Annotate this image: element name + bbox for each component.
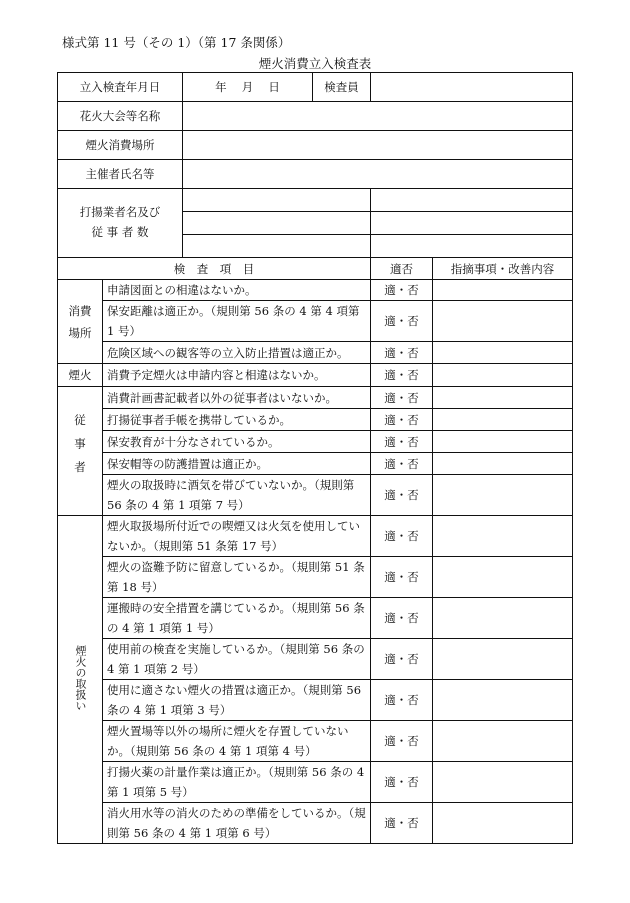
inspection-item: 保安帽等の防護措置は適正か。 bbox=[103, 453, 371, 475]
inspector-label: 検査員 bbox=[313, 73, 371, 102]
item-column-header: 検 査 項 目 bbox=[58, 258, 371, 280]
remarks-cell[interactable] bbox=[433, 475, 573, 516]
remarks-cell[interactable] bbox=[433, 557, 573, 598]
contractor-name-2[interactable] bbox=[183, 211, 371, 234]
inspection-item: 使用に適さない煙火の措置は適正か。（規則第 56 条の 4 第 1 項第 3 号） bbox=[103, 680, 371, 721]
remarks-cell[interactable] bbox=[433, 431, 573, 453]
inspection-item: 危険区域への観客等の立入防止措置は適正か。 bbox=[103, 342, 371, 364]
remarks-cell[interactable] bbox=[433, 639, 573, 680]
header-table bbox=[57, 72, 573, 189]
result-cell[interactable]: 適・否 bbox=[371, 598, 433, 639]
document-title: 煙火消費立入検査表 bbox=[258, 56, 372, 71]
inspection-date-field[interactable]: 年 月 日 bbox=[183, 73, 313, 102]
inspection-item: 申請図面との相違はないか。 bbox=[103, 280, 371, 301]
result-cell[interactable]: 適・否 bbox=[371, 516, 433, 557]
result-cell[interactable]: 適・否 bbox=[371, 453, 433, 475]
inspection-item: 打揚従事者手帳を携帯しているか。 bbox=[103, 409, 371, 431]
result-cell[interactable]: 適・否 bbox=[371, 762, 433, 803]
group-label-workers bbox=[58, 387, 103, 516]
inspection-item: 運搬時の安全措置を講じているか。（規則第 56 条の 4 第 1 項第 1 号） bbox=[103, 598, 371, 639]
contractor-table bbox=[57, 188, 573, 258]
contractor-count-1[interactable] bbox=[371, 188, 573, 211]
inspection-item: 使用前の検査を実施しているか。（規則第 56 条の 4 第 1 項第 2 号） bbox=[103, 639, 371, 680]
remarks-cell[interactable] bbox=[433, 680, 573, 721]
organizer-field[interactable] bbox=[183, 160, 573, 189]
remarks-cell[interactable] bbox=[433, 803, 573, 844]
group-label-handling bbox=[58, 516, 103, 844]
inspector-field[interactable] bbox=[371, 73, 573, 102]
remarks-cell[interactable] bbox=[433, 598, 573, 639]
result-cell[interactable]: 適・否 bbox=[371, 342, 433, 364]
inspection-date-label: 立入検査年月日 bbox=[58, 73, 183, 102]
result-cell[interactable]: 適・否 bbox=[371, 431, 433, 453]
inspection-item: 消費計画書記載者以外の従事者はいないか。 bbox=[103, 387, 371, 409]
inspection-item: 煙火置場等以外の場所に煙火を存置していないか。（規則第 56 条の 4 第 1 項第 4 号） bbox=[103, 721, 371, 762]
contractor-label-line2: 従 事 者 数 bbox=[91, 225, 149, 240]
group-label-text: 従事者 bbox=[73, 414, 87, 485]
result-column-header: 適否 bbox=[371, 258, 433, 280]
inspection-item: 保安教育が十分なされているか。 bbox=[103, 431, 371, 453]
result-cell[interactable]: 適・否 bbox=[371, 364, 433, 387]
result-cell[interactable]: 適・否 bbox=[371, 280, 433, 301]
inspection-item: 消費予定煙火は申請内容と相違はないか。 bbox=[103, 364, 371, 387]
result-cell[interactable]: 適・否 bbox=[371, 475, 433, 516]
group-label-consumption-site bbox=[58, 280, 103, 364]
inspection-item: 打揚火薬の計量作業は適正か。（規則第 56 条の 4 第 1 項第 5 号） bbox=[103, 762, 371, 803]
result-cell[interactable]: 適・否 bbox=[371, 721, 433, 762]
remarks-cell[interactable] bbox=[433, 301, 573, 342]
form-number: 様式第 11 号（その 1）（第 17 条関係） bbox=[62, 35, 291, 50]
inspection-item: 煙火の盗難予防に留意しているか。（規則第 51 条第 18 号） bbox=[103, 557, 371, 598]
result-cell[interactable]: 適・否 bbox=[371, 639, 433, 680]
remarks-cell[interactable] bbox=[433, 280, 573, 301]
contractor-label-line1: 打揚業者名及び bbox=[79, 205, 161, 220]
result-cell[interactable]: 適・否 bbox=[371, 557, 433, 598]
result-cell[interactable]: 適・否 bbox=[371, 409, 433, 431]
contractor-label bbox=[58, 188, 183, 257]
result-cell[interactable]: 適・否 bbox=[371, 301, 433, 342]
remarks-cell[interactable] bbox=[433, 409, 573, 431]
remarks-cell[interactable] bbox=[433, 721, 573, 762]
group-label-text: 消費場所 bbox=[68, 303, 92, 340]
event-name-field[interactable] bbox=[183, 102, 573, 131]
inspection-table bbox=[57, 257, 573, 844]
remarks-cell[interactable] bbox=[433, 453, 573, 475]
inspection-item: 煙火の取扱時に酒気を帯びていないか。（規則第 56 条の 4 第 1 項第 7 号） bbox=[103, 475, 371, 516]
result-cell[interactable]: 適・否 bbox=[371, 387, 433, 409]
remarks-column-header: 指摘事項・改善内容 bbox=[433, 258, 573, 280]
inspection-item: 保安距離は適正か。（規則第 56 条の 4 第 4 項第 1 号） bbox=[103, 301, 371, 342]
contractor-count-3[interactable] bbox=[371, 234, 573, 257]
group-label-text: 煙火の取扱い bbox=[74, 645, 87, 711]
remarks-cell[interactable] bbox=[433, 364, 573, 387]
location-label: 煙火消費場所 bbox=[58, 131, 183, 160]
result-cell[interactable]: 適・否 bbox=[371, 803, 433, 844]
remarks-cell[interactable] bbox=[433, 342, 573, 364]
location-field[interactable] bbox=[183, 131, 573, 160]
inspection-item: 煙火取扱場所付近での喫煙又は火気を使用していないか。（規則第 51 条第 17 号） bbox=[103, 516, 371, 557]
group-label-fireworks: 煙火 bbox=[58, 364, 103, 387]
inspection-item: 消火用水等の消火のための準備をしているか。（規則第 56 条の 4 第 1 項第 6 号） bbox=[103, 803, 371, 844]
contractor-count-2[interactable] bbox=[371, 211, 573, 234]
organizer-label: 主催者氏名等 bbox=[58, 160, 183, 189]
contractor-name-1[interactable] bbox=[183, 188, 371, 211]
event-name-label: 花火大会等名称 bbox=[58, 102, 183, 131]
remarks-cell[interactable] bbox=[433, 516, 573, 557]
remarks-cell[interactable] bbox=[433, 762, 573, 803]
contractor-name-3[interactable] bbox=[183, 234, 371, 257]
result-cell[interactable]: 適・否 bbox=[371, 680, 433, 721]
remarks-cell[interactable] bbox=[433, 387, 573, 409]
